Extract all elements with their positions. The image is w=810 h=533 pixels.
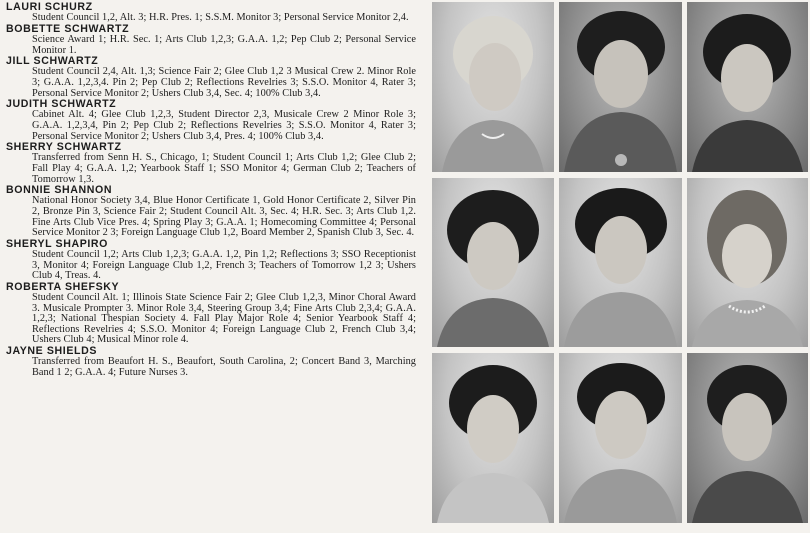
student-entry bbox=[6, 142, 416, 185]
portrait-photo bbox=[432, 178, 554, 347]
student-activities: Cabinet Alt. 4; Glee Club 1,2,3, Student Director 2,3, Musicale Crew 2 Minor Role 3; G.A.A. 1,2,3,4, Pin 2; Pep Club 2; Reflections Revelries 3; S.S.O. Monitor 4, Rater 3; Personal Service Monitor 2; Ushers Club 3,4, Pres. 4; 100% Club 3,4. bbox=[32, 109, 416, 142]
student-entry bbox=[6, 56, 416, 99]
portrait-photo bbox=[432, 353, 554, 523]
student-entry bbox=[6, 24, 416, 56]
student-entry bbox=[6, 2, 416, 24]
student-entry bbox=[6, 99, 416, 142]
student-activities: National Honor Society 3,4, Blue Honor Certificate 1, Gold Honor Certificate 2, Silver Pin 2, Bronze Pin 3, Science Fair 2; Student Council Alt. 3, Sec. 4; H.R. Sec. 3; Arts Club 1,2. Fine Arts Club Vice Pres. 4; Spring Play 3; G.A.A. 1; Homecoming Committee 4; Personal Service Monitor 2 3; Foreign Language Club 1,2, Board Member 2, Spanish Club 3, Sec. 4. bbox=[32, 195, 416, 239]
student-activities: Student Council 1,2, Alt. 3; H.R. Pres. 1; S.S.M. Monitor 3; Personal Service Monitor 2,4. bbox=[32, 12, 409, 24]
portrait-photo bbox=[687, 178, 808, 347]
student-entry bbox=[6, 346, 416, 378]
student-name: JILL SCHWARTZ bbox=[6, 55, 99, 68]
student-activities: Student Council 1,2; Arts Club 1,2,3; G.A.A. 1,2, Pin 1,2; Reflections 3; SSO Receptionist 3, Monitor 4; Foreign Language Club 1,2, French 3; Teachers of Tomorrow 1,2 3; Ushers Club 4, Treas. 4. bbox=[32, 248, 416, 282]
student-activities: Transferred from Beaufort H. S., Beaufort, South Carolina, 2; Concert Band 3, Marching Band 1 2; G.A.A. 4; Future Nurses 3. bbox=[32, 356, 416, 378]
student-entry bbox=[6, 282, 416, 346]
student-entry bbox=[6, 185, 416, 239]
portrait-photo bbox=[559, 2, 682, 172]
student-activities: Student Council Alt. 1; Illinois State Science Fair 2; Glee Club 1,2,3, Minor Choral Award 3. Musicale Prompter 3. Minor Role 3,4, Steering Group 3,4; Fine Arts Club 2,3,4; G.A.A. 1,2,3; National Thespian Society 4. Fall Play Major Role 4; Senior Yearbook Staff 4; Reflections Revelries 4; S.S.O. Monitor 4; Foreign Language Club 2, French Club 3,4; Ushers Club 4; Musical Minor role 4. bbox=[32, 291, 416, 346]
student-activities: Student Council 2,4, Alt. 1,3; Science Fair 2; Glee Club 1,2 3 Musical Crew 2. Minor Role 3; G.A.A. 1,2,3,4. Pin 2; Pep Club 2; Reflections Revelries 3; S.S.O. Monitor 4, Rater 3; Personal Service Monitor 2; Ushers Club 3,4, Sec. 4; 100% Club 3,4. bbox=[32, 66, 416, 99]
student-name: SHERRY SCHWARTZ bbox=[6, 141, 122, 154]
student-name: SHERYL SHAPIRO bbox=[6, 237, 108, 250]
portrait-photo bbox=[687, 353, 808, 523]
student-name: JAYNE SHIELDS bbox=[6, 344, 98, 357]
student-name: BOBETTE SCHWARTZ bbox=[6, 22, 130, 35]
portrait-photo bbox=[559, 178, 682, 347]
student-entries bbox=[6, 2, 416, 378]
portrait-photo bbox=[687, 2, 808, 172]
student-name: LAURI SCHURZ bbox=[6, 1, 93, 13]
student-name: BONNIE SHANNON bbox=[6, 184, 113, 197]
portrait-photo bbox=[559, 353, 682, 523]
student-name: ROBERTA SHEFSKY bbox=[6, 280, 120, 293]
student-activities: Science Award 1; H.R. Sec. 1; Arts Club 1,2,3; G.A.A. 1,2; Pep Club 2; Personal Service Monitor 1. bbox=[32, 34, 416, 56]
student-entry bbox=[6, 239, 416, 282]
student-name: JUDITH SCHWARTZ bbox=[6, 98, 117, 111]
student-activities: Transferred from Senn H. S., Chicago, 1; Student Council 1; Arts Club 1,2; Glee Club 2; Fall Play 4; G.A.A. 1,2; Yearbook Staff 1; SSO Monitor 4; German Club 2; Teachers of Tomorrow 1,3. bbox=[32, 152, 416, 185]
portrait-grid bbox=[432, 2, 808, 528]
portrait-photo bbox=[432, 2, 554, 172]
